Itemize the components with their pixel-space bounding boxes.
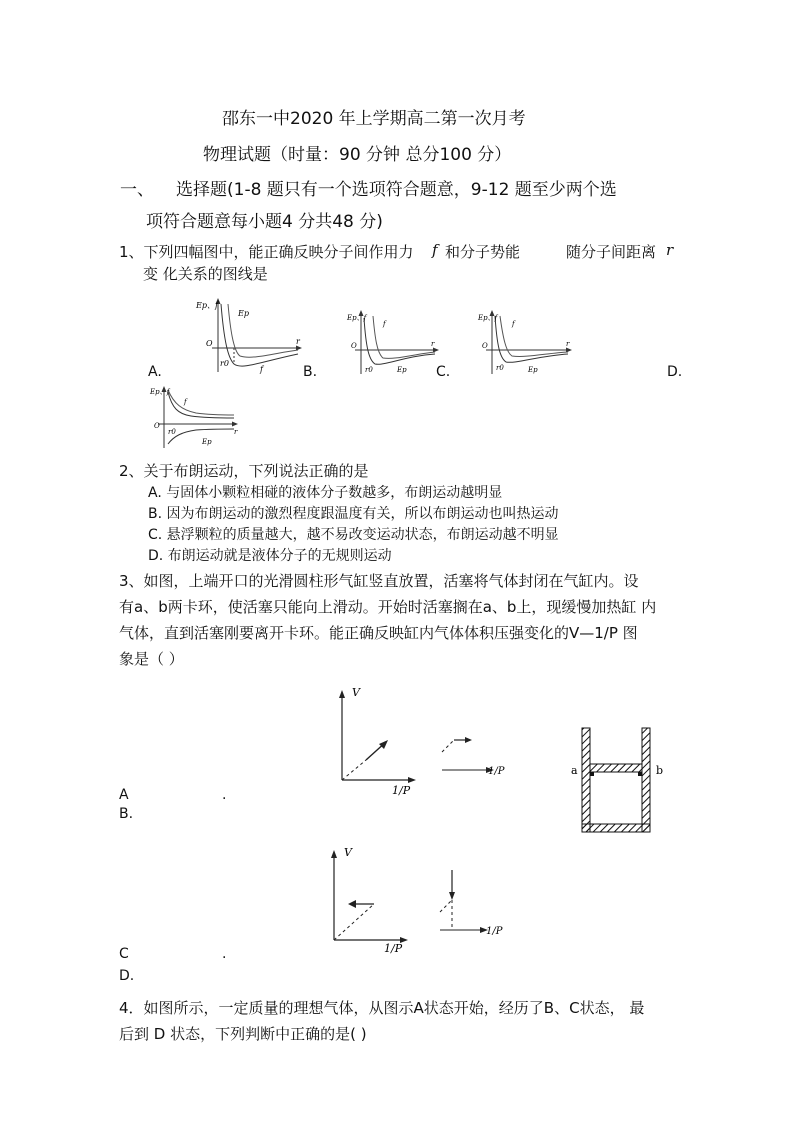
q1-stem-part3: 随分子间距离 bbox=[566, 243, 657, 261]
q1c-label-f: f bbox=[512, 320, 515, 328]
q1c-label-epf: Ep、f bbox=[478, 314, 498, 322]
q1b-label-o: O bbox=[351, 342, 357, 350]
q3-option-d[interactable]: D. bbox=[119, 968, 135, 984]
q3-dot-c: . bbox=[222, 946, 227, 962]
q1c-label-ep: Ep bbox=[528, 366, 538, 374]
q3b-axis-p: 1/P bbox=[488, 766, 505, 777]
q4-stem-line1: 4．如图所示，一定质量的理想气体，从图示A状态开始，经历了B、C状态， 最 bbox=[119, 999, 645, 1017]
ring-a-label: a bbox=[571, 764, 578, 777]
q1d-label-f: f bbox=[184, 398, 187, 406]
q1a-label-o: O bbox=[206, 339, 213, 348]
q1-option-d[interactable]: D. bbox=[667, 364, 683, 380]
q1-symbol-f: f bbox=[432, 241, 438, 259]
q1b-label-ep: Ep bbox=[397, 366, 407, 374]
q1-symbol-r: r bbox=[666, 241, 674, 259]
q1-graph-d bbox=[146, 384, 240, 452]
q1c-label-o: O bbox=[482, 342, 488, 350]
q2-option-a[interactable]: A. 与固体小颗粒相碰的液体分子数越多，布朗运动越明显 bbox=[148, 485, 503, 501]
q2-option-d[interactable]: D. 布朗运动就是液体分子的无规则运动 bbox=[148, 548, 392, 564]
q3-option-a[interactable]: A bbox=[119, 787, 129, 803]
exam-subtitle: 物理试题（时量：90 分钟 总分100 分） bbox=[203, 145, 512, 165]
q1d-label-r0: r0 bbox=[168, 428, 176, 436]
q1b-label-r: r bbox=[431, 340, 435, 348]
cylinder-figure bbox=[568, 722, 668, 837]
q4-stem-line2: 后到 D 状态，下列判断中正确的是( ) bbox=[119, 1025, 367, 1043]
q3-graphs-cd bbox=[320, 840, 520, 955]
q1-graph-c bbox=[476, 308, 576, 378]
q3-option-b[interactable]: B. bbox=[119, 806, 134, 822]
q1b-label-epf: Ep、f bbox=[347, 314, 367, 322]
q3a-axis-v: V bbox=[352, 686, 360, 699]
q3c-axis-v: V bbox=[344, 846, 352, 859]
q1-graph-a bbox=[190, 296, 305, 376]
q1-graph-b bbox=[345, 308, 440, 378]
q1-option-a[interactable]: A. bbox=[148, 364, 162, 380]
q1-stem-part1: 1、下列四幅图中，能正确反映分子间作用力 bbox=[119, 243, 414, 261]
q3-option-c[interactable]: C bbox=[119, 946, 129, 962]
q1-stem-part2: 和分子势能 bbox=[445, 243, 521, 261]
q3d-axis-p: 1/P bbox=[486, 926, 503, 937]
q1a-label-r: r bbox=[296, 337, 300, 346]
q3a-axis-p: 1/P bbox=[392, 784, 411, 797]
q1a-label-epf: Ep、f bbox=[196, 301, 218, 310]
q3-stem-line2: 有a、b两卡环，使活塞只能向上滑动。开始时活塞搁在a、b上，现缓慢加热缸 内 bbox=[119, 598, 657, 616]
q1c-label-r: r bbox=[566, 340, 570, 348]
q2-option-c[interactable]: C. 悬浮颗粒的质量越大，越不易改变运动状态，布朗运动越不明显 bbox=[148, 527, 559, 543]
q1b-label-f: f bbox=[383, 320, 386, 328]
section-heading-line2: 项符合题意每小题4 分共48 分) bbox=[146, 212, 383, 232]
section-heading-line1: 选择题(1-8 题只有一个选项符合题意，9-12 题至少两个选 bbox=[176, 180, 617, 200]
q1d-label-epf: Ep、f bbox=[150, 388, 170, 396]
q1b-label-r0: r0 bbox=[365, 366, 373, 374]
q3-stem-line4: 象是（ ） bbox=[119, 650, 184, 668]
q1d-label-ep: Ep bbox=[202, 438, 212, 446]
q1-stem-line2: 变 化关系的图线是 bbox=[143, 265, 268, 283]
q3c-axis-p: 1/P bbox=[384, 942, 403, 955]
q1a-label-r0: r0 bbox=[220, 359, 229, 368]
section-number: 一、 bbox=[120, 180, 154, 200]
q1d-label-r: r bbox=[234, 428, 238, 436]
q1a-label-f: f bbox=[260, 365, 263, 374]
q2-stem: 2、关于布朗运动，下列说法正确的是 bbox=[119, 462, 369, 480]
q3-dot-a: . bbox=[222, 787, 227, 803]
q3-stem-line1: 3、如图，上端开口的光滑圆柱形气缸竖直放置，活塞将气体封闭在气缸内。设 bbox=[119, 572, 639, 590]
exam-title: 邵东一中2020 年上学期高二第一次月考 bbox=[222, 109, 526, 129]
q1c-label-r0: r0 bbox=[496, 364, 504, 372]
q1-option-c[interactable]: C. bbox=[436, 364, 451, 380]
q3-stem-line3: 气体，直到活塞刚要离开卡环。能正确反映缸内气体体积压强变化的V—1/P 图 bbox=[119, 624, 638, 642]
q2-option-b[interactable]: B. 因为布朗运动的激烈程度跟温度有关，所以布朗运动也叫热运动 bbox=[148, 506, 559, 522]
q1d-label-o: O bbox=[154, 422, 160, 430]
q1a-label-ep: Ep bbox=[238, 309, 249, 318]
q1-option-b[interactable]: B. bbox=[303, 364, 318, 380]
q3-graphs-ab bbox=[330, 686, 530, 796]
ring-b-label: b bbox=[656, 764, 664, 777]
